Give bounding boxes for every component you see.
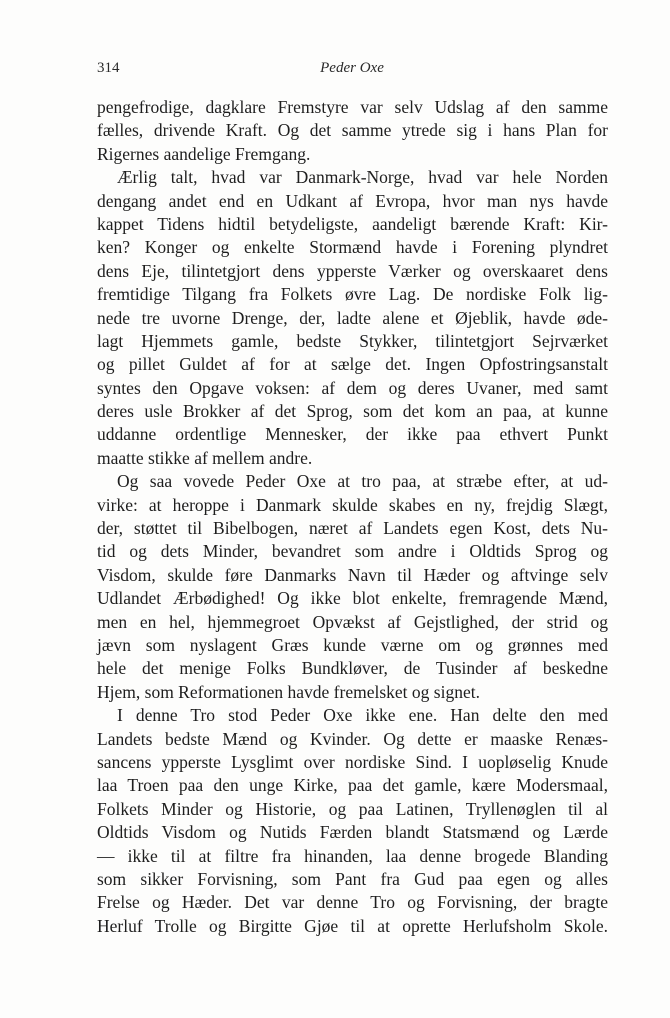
text-line: kappet Tidens hidtil betydeligste, aandeligt bærende Kraft: Kir- xyxy=(97,213,608,234)
text-line: dengang andet end en Udkant af Evropa, hvor man nys havde xyxy=(97,190,608,211)
text-line: Visdom, skulde føre Danmarks Navn til Hæder og aftvinge selv xyxy=(97,564,608,585)
text-line: tid og dets Minder, bevandret som andre i Oldtids Sprog og xyxy=(97,541,608,562)
text-line: dens Eje, tilintetgjort dens ypperste Værker og overskaaret dens xyxy=(97,260,608,281)
text-line: Oldtids Visdom og Nutids Færden blandt Statsmænd og Lærde xyxy=(97,822,608,843)
text-line: — ikke til at filtre fra hinanden, laa denne brogede Blanding xyxy=(97,845,608,866)
text-line: sancens ypperste Lysglimt over nordiske Sind. I uopløselig Knude xyxy=(97,751,608,772)
text-line: der, støttet til Bibelbogen, næret af Landets egen Kost, dets Nu- xyxy=(97,518,608,539)
running-title: Peder Oxe xyxy=(320,60,384,76)
text-line: fremtidige Tilgang fra Folkets øvre Lag. De nordiske Folk lig- xyxy=(97,284,608,305)
text-line: pengefrodige, dagklare Fremstyre var selv Udslag af den samme xyxy=(97,97,608,117)
text-line: syntes den Opgave voksen: af dem og deres Uvaner, med samt xyxy=(97,377,608,398)
text-line: og pillet Guldet af for at sælge det. Ingen Opfostringsanstalt xyxy=(97,354,608,375)
text-line: I denne Tro stod Peder Oxe ikke ene. Han delte den med xyxy=(117,705,608,726)
text-line: jævn som nyslagent Græs kunde værne om og grønnes med xyxy=(97,634,608,655)
text-line: Ærlig talt, hvad var Danmark-Norge, hvad var hele Norden xyxy=(117,167,608,188)
text-line: laa Troen paa den unge Kirke, paa det gamle, kære Modersmaal, xyxy=(97,775,608,796)
text-line: Udlandet Ærbødighed! Og ikke blot enkelte, fremragende Mænd, xyxy=(97,588,608,609)
text-line: Frelse og Hæder. Det var denne Tro og Forvisning, der bragte xyxy=(97,892,608,913)
text-line: men en hel, hjemmegroet Opvækst af Gejstlighed, der strid og xyxy=(97,611,608,632)
text-line: uddanne ordentlige Mennesker, der ikke paa ethvert Punkt xyxy=(97,424,608,445)
text-line: Landets bedste Mænd og Kvinder. Og dette er maaske Renæs- xyxy=(97,728,608,749)
text-line: ken? Konger og enkelte Stormænd havde i Forening plyndret xyxy=(97,237,608,258)
text-line: virke: at heroppe i Danmark skulde skabes en ny, frejdig Slægt, xyxy=(97,494,608,515)
text-line: maatte stikke af mellem andre. xyxy=(97,447,313,468)
text-line: nede tre uvorne Drenge, der, ladte alene et Øjeblik, havde øde- xyxy=(97,307,608,328)
text-line: Rigernes aandelige Fremgang. xyxy=(97,143,311,164)
text-line: Hjem, som Reformationen havde fremelsket og signet. xyxy=(97,681,480,702)
page-number: 314 xyxy=(97,60,120,76)
text-line: Herluf Trolle og Birgitte Gjøe til at oprette Herlufsholm Skole. xyxy=(97,915,608,936)
text-line: lagt Hjemmets gamle, bedste Stykker, tilintetgjort Sejrværket xyxy=(97,330,608,351)
page-header xyxy=(97,60,607,82)
text-line: hele det menige Folks Bundkløver, de Tusinder af beskedne xyxy=(97,658,608,679)
text-line: Og saa vovede Peder Oxe at tro paa, at stræbe efter, at ud- xyxy=(117,471,608,492)
body-text xyxy=(97,96,608,938)
text-line: deres usle Brokker af det Sprog, som det kom an paa, at kunne xyxy=(97,401,608,422)
text-line: Folkets Minder og Historie, og paa Latinen, Tryllenøglen til al xyxy=(97,798,608,819)
text-line: som sikker Forvisning, som Pant fra Gud paa egen og alles xyxy=(97,868,608,889)
text-line: fælles, drivende Kraft. Og det samme ytrede sig i hans Plan for xyxy=(97,120,608,141)
